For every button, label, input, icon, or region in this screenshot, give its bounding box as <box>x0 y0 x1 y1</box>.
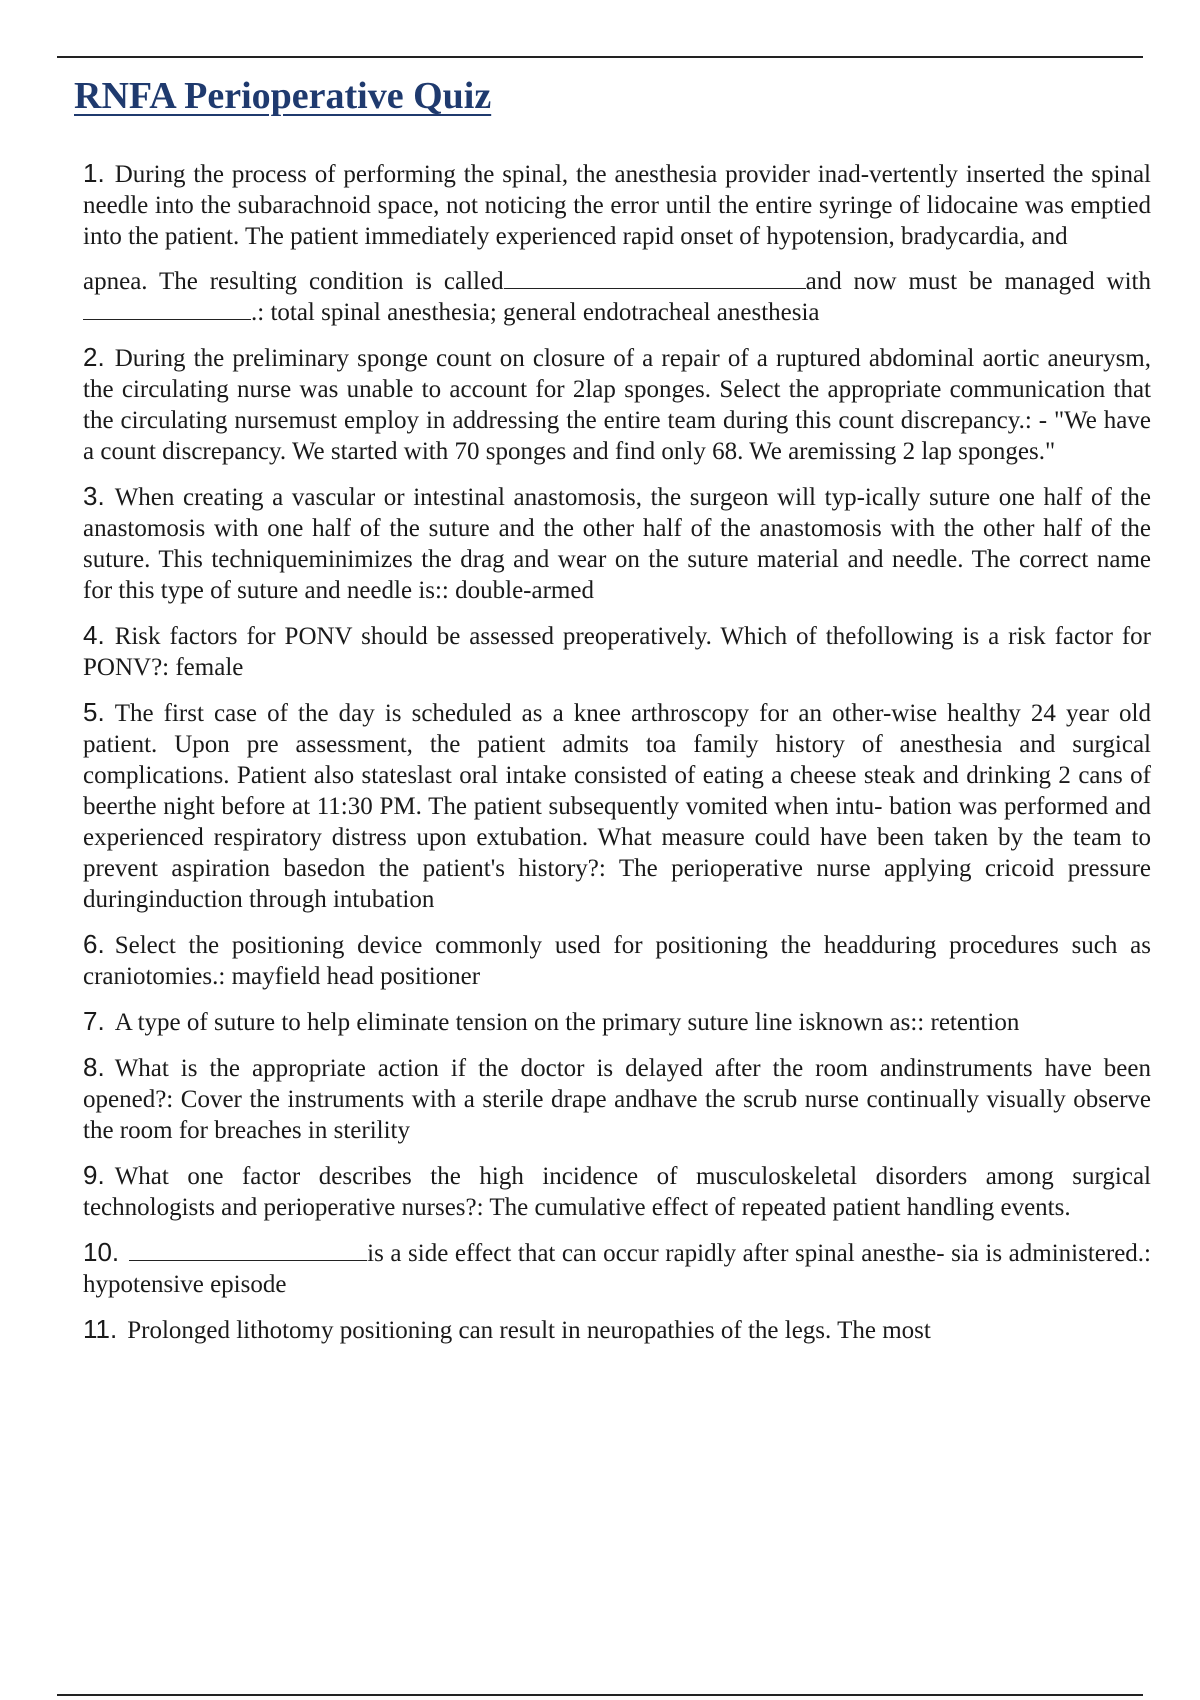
question-text: Select the positioning device commonly used for positioning the headduring procedures such as craniotomies.: mayfield head positioner <box>83 932 1151 990</box>
question-number: 6. <box>83 929 105 959</box>
question-text: Prolonged lithotomy positioning can result in neuropathies of the legs. The most <box>127 1317 931 1344</box>
question-number: 3. <box>83 481 105 511</box>
answer-blank <box>504 266 806 289</box>
question-number: 9. <box>83 1160 105 1190</box>
question-text: What one factor describes the high incidence of musculoskeletal disorders among surgical technologists and perioperative nurses?: The cumulative effect of repeated patient handling events. <box>83 1163 1151 1221</box>
question-number: 10. <box>83 1237 120 1267</box>
question-number: 7. <box>83 1006 105 1036</box>
question-text: During the process of performing the spinal, the anesthesia provider inad-vertently inserted the spinal needle into the subarachnoid space, not noticing the error until the entire syringe of lidocaine was emptied into the patient. The patient immediately experienced rapid onset of hypotension, bradycardia, and <box>83 161 1151 250</box>
question-3 <box>83 481 1151 606</box>
question-text: What is the appropriate action if the doctor is delayed after the room andinstruments have been opened?: Cover the instruments with a sterile drape andhave the scrub nurse continually visually observe the room for breaches in sterility <box>83 1055 1151 1144</box>
question-4 <box>83 620 1151 683</box>
bottom-rule <box>57 1694 1143 1696</box>
question-9 <box>83 1160 1151 1223</box>
answer-blank <box>129 1238 367 1261</box>
question-number: 4. <box>83 620 105 650</box>
question-11 <box>83 1314 1151 1346</box>
question-number: 11. <box>83 1314 118 1344</box>
question-text: apnea. The resulting condition is called <box>83 268 504 295</box>
question-number: 8. <box>83 1052 105 1082</box>
question-text: A type of suture to help eliminate tension on the primary suture line isknown as:: retention <box>114 1009 1020 1036</box>
answer-blank <box>83 297 251 320</box>
question-8 <box>83 1052 1151 1146</box>
question-text: and now must be managed with <box>805 268 1151 295</box>
question-text: Risk factors for PONV should be assessed preoperatively. Which of thefollowing is a risk factor for PONV?: female <box>83 623 1151 681</box>
question-number: 1. <box>83 158 105 188</box>
question-number: 5. <box>83 697 105 727</box>
question-list <box>83 158 1151 1360</box>
page-title: RNFA Perioperative Quiz <box>74 75 492 117</box>
question-5 <box>83 697 1151 915</box>
question-1 <box>83 158 1151 328</box>
question-text: is a side effect that can occur rapidly after spinal anesthe- sia is administered.: hypotensive episode <box>83 1240 1151 1298</box>
paragraph-gap <box>83 252 1151 266</box>
question-number: 2. <box>83 342 105 372</box>
question-7 <box>83 1006 1151 1038</box>
question-2 <box>83 342 1151 467</box>
question-10 <box>83 1237 1151 1300</box>
question-6 <box>83 929 1151 992</box>
question-text: The first case of the day is scheduled as a knee arthroscopy for an other-wise healthy 24 year old patient. Upon pre assessment, the patient admits toa family history of anesthesia and surgical complications. Patient also stateslast oral intake consisted of eating a cheese steak and drinking 2 cans of beerthe night before at 11:30 PM. The patient subsequently vomited when intu- bation was performed and experienced respiratory distress upon extubation. What measure could have been taken by the team to prevent aspiration basedon the patient's history?: The perioperative nurse applying cricoid pressure duringinduction through intubation <box>83 700 1151 913</box>
question-answer: .: total spinal anesthesia; general endotracheal anesthesia <box>251 299 820 326</box>
top-rule <box>57 56 1143 58</box>
question-text: When creating a vascular or intestinal anastomosis, the surgeon will typ-ically suture one half of the anastomosis with one half of the suture and the other half of the anastomosis with the other half of the suture. This techniqueminimizes the drag and wear on the suture material and needle. The correct name for this type of suture and needle is:: double-armed <box>83 484 1151 604</box>
question-text: During the preliminary sponge count on closure of a repair of a ruptured abdominal aortic aneurysm, the circulating nurse was unable to account for 2lap sponges. Select the appropriate communication that the circulating nursemust employ in addressing the entire team during this count discrepancy.: - "We have a count discrepancy. We started with 70 sponges and find only 68. We aremissing 2 lap sponges." <box>83 345 1151 465</box>
